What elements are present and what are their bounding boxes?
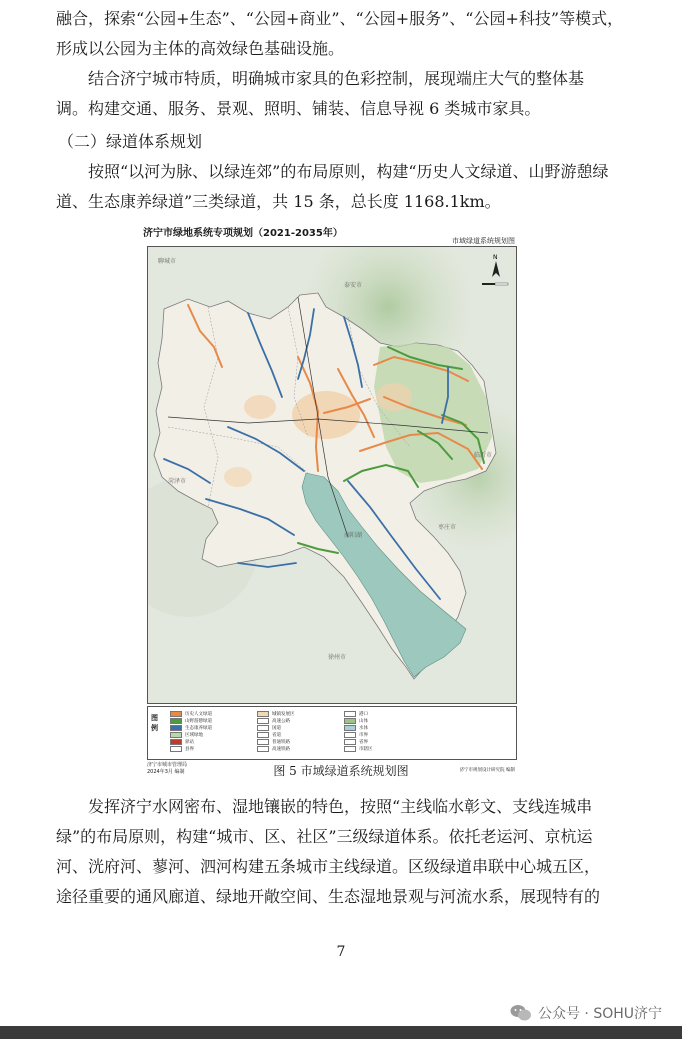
legend-swatch	[257, 732, 269, 738]
map-legend	[147, 706, 517, 760]
map-label-lake: 南阳湖	[344, 532, 363, 539]
map-label-northeast-city: 泰安市	[344, 282, 363, 289]
legend-item	[344, 745, 425, 752]
map-label-north-city: 聊城市	[158, 258, 177, 265]
footer-date: 2024年3月 编制	[147, 769, 185, 775]
paragraph-line: 调。构建交通、服务、景观、照明、铺装、信息导视 6 类城市家具。	[56, 99, 541, 118]
paragraph-line: 途径重要的通风廊道、绿地开敞空间、生态湿地景观与河流水系，展现特有的	[56, 887, 601, 906]
watermark	[510, 1003, 662, 1023]
legend-label: 国道	[272, 725, 281, 731]
legend-label: 港口	[359, 711, 368, 717]
wechat-icon	[510, 1004, 532, 1022]
watermark-text: 公众号 · SOHU济宁	[537, 1006, 662, 1022]
paragraph-line: 绿”的布局原则，构建“城市、区、社区”三级绿道体系。依托老运河、京杭运	[56, 827, 593, 846]
legend-item	[170, 717, 251, 724]
legend-item	[257, 738, 338, 745]
page-number: 7	[336, 944, 346, 960]
map-label-east-city: 临沂市	[474, 452, 493, 459]
legend-label: 省界	[359, 739, 368, 745]
legend-item	[344, 738, 425, 745]
legend-label: 城镇发展区	[272, 711, 295, 717]
legend-item	[170, 710, 251, 717]
north-arrow-label: N	[493, 254, 498, 261]
legend-item	[257, 724, 338, 731]
paragraph-2	[56, 64, 616, 124]
legend-item	[344, 710, 425, 717]
figure-footer-right: 济宁市规划设计研究院 编制	[459, 768, 515, 773]
legend-swatch	[170, 718, 182, 724]
legend-label: 山体	[359, 718, 368, 724]
legend-swatch	[170, 739, 182, 745]
paragraph-line: 道、生态康养绿道”三类绿道，共 15 条，总长度 1168.1km。	[56, 192, 501, 211]
legend-item	[257, 717, 338, 724]
legend-label: 山野游憩绿道	[185, 718, 212, 724]
legend-swatch	[344, 711, 356, 717]
legend-label: 普通铁路	[272, 739, 290, 745]
legend-tag: 图例	[151, 714, 158, 732]
urban-area	[224, 467, 252, 487]
legend-label: 生态康养绿道	[185, 725, 212, 731]
paragraph-line: 结合济宁城市特质，明确城市家具的色彩控制，展现端庄大气的整体基	[88, 69, 585, 88]
legend-item	[170, 745, 251, 752]
legend-swatch	[344, 746, 356, 752]
legend-swatch	[170, 711, 182, 717]
paragraph-line: 形成以公园为主体的高效绿色基础设施。	[56, 39, 345, 58]
legend-label: 高速公路	[272, 718, 290, 724]
legend-item	[257, 710, 338, 717]
legend-item	[170, 731, 251, 738]
legend-swatch	[257, 725, 269, 731]
paragraph-line: 发挥济宁水网密布、湿地镶嵌的特色，按照“主线临水彰文、支线连城串	[88, 797, 593, 816]
legend-item	[344, 731, 425, 738]
figure-caption: 图 5 市域绿道系统规划图	[273, 764, 409, 778]
legend-label: 县界	[185, 746, 194, 752]
legend-swatch	[170, 725, 182, 731]
paragraph-1	[56, 4, 624, 64]
legend-label: 高速铁路	[272, 746, 290, 752]
bottom-bar	[0, 1026, 682, 1039]
paragraph-4	[56, 792, 616, 912]
legend-swatch	[344, 739, 356, 745]
legend-swatch	[344, 718, 356, 724]
legend-label: 区域绿地	[185, 732, 203, 738]
urban-area	[244, 395, 276, 419]
paragraph-line: 融合，探索“公园+生态”、“公园+商业”、“公园+服务”、“公园+科技”等模式，	[56, 9, 624, 28]
paragraph-line: 河、洸府河、蓼河、泗河构建五条城市主线绿道。区级绿道串联中心城五区，	[56, 857, 601, 876]
legend-swatch	[170, 746, 182, 752]
legend-label: 驿站	[185, 739, 194, 745]
map-label-southeast-city: 枣庄市	[438, 524, 457, 531]
legend-swatch	[344, 725, 356, 731]
legend-swatch	[170, 732, 182, 738]
legend-item	[170, 724, 251, 731]
urban-area	[292, 391, 360, 439]
legend-swatch	[257, 711, 269, 717]
legend-label: 历史人文绿道	[185, 711, 212, 717]
legend-swatch	[257, 746, 269, 752]
figure-title: 济宁市绿地系统专项规划（2021-2035年）	[143, 228, 343, 239]
legend-swatch	[257, 718, 269, 724]
legend-label: 市界	[359, 732, 368, 738]
legend-swatch	[257, 739, 269, 745]
map-label-south-city: 徐州市	[328, 654, 347, 661]
legend-label: 市辖区	[359, 746, 373, 752]
footer-org: 济宁市城市管理局	[147, 762, 188, 768]
greenway-map-svg	[148, 247, 516, 703]
legend-item	[257, 731, 338, 738]
paragraph-3	[56, 157, 616, 217]
legend-item	[344, 717, 425, 724]
legend-label: 水体	[359, 725, 368, 731]
legend-item	[170, 738, 251, 745]
legend-item	[257, 745, 338, 752]
legend-grid	[170, 710, 512, 756]
section-heading: （二）绿道体系规划	[58, 132, 203, 151]
legend-swatch	[344, 732, 356, 738]
figure-subtitle: 市域绿道系统规划图	[452, 237, 515, 245]
paragraph-line: 按照“以河为脉、以绿连郊”的布局原则，构建“历史人文绿道、山野游憩绿	[88, 162, 609, 181]
greenway-map	[147, 246, 517, 704]
map-label-west-city: 菏泽市	[168, 478, 187, 485]
legend-item	[344, 724, 425, 731]
legend-label: 省道	[272, 732, 281, 738]
